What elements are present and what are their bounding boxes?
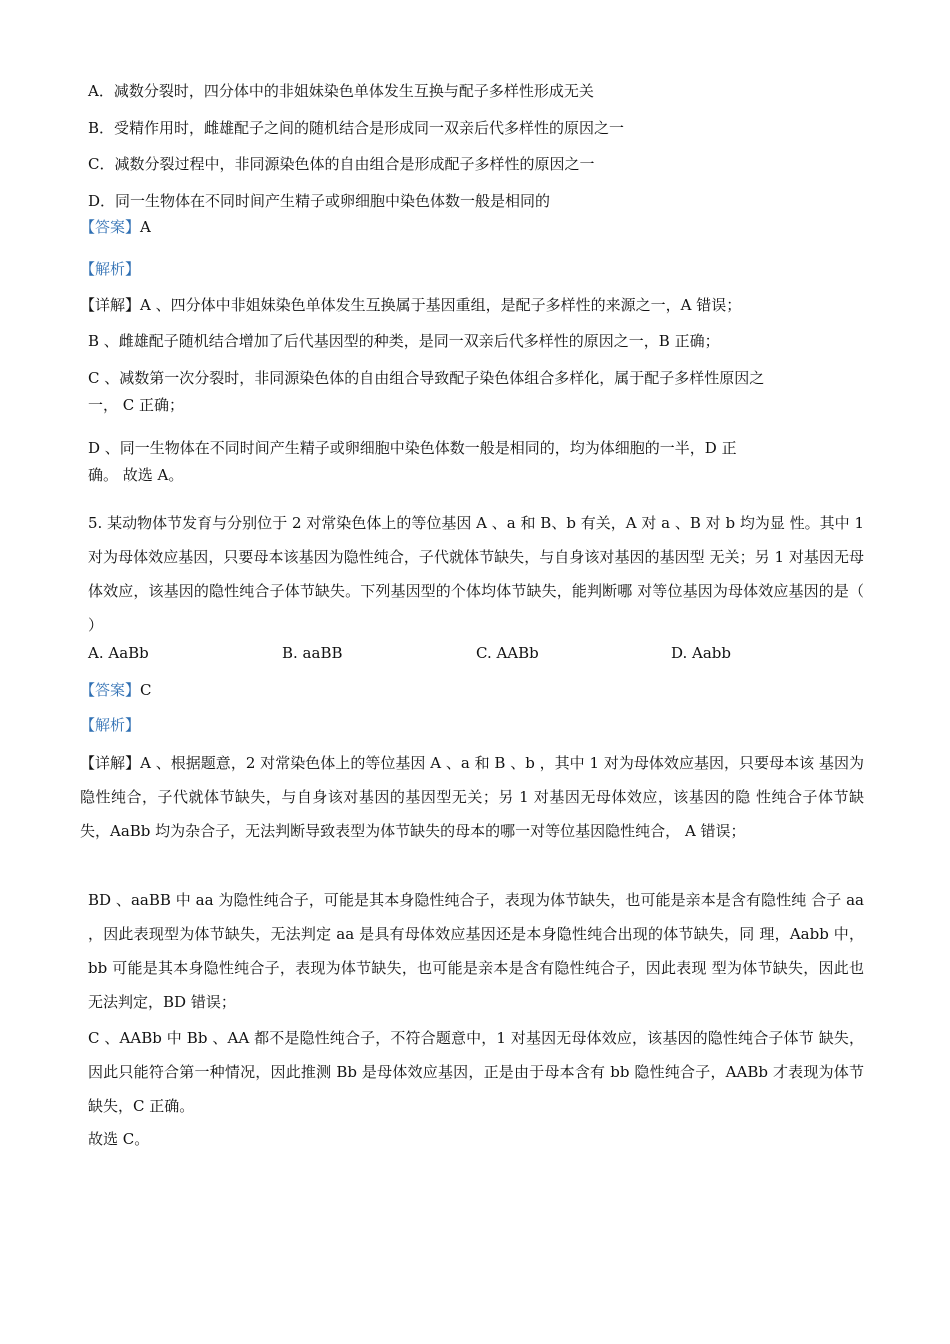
q5-answer	[80, 683, 152, 698]
q4-detail-c-2: 一， C 正确；	[88, 396, 185, 414]
q4-option-d: D．同一生物体在不同时间产生精子或卵细胞中染色体数一般是相同的	[88, 192, 551, 210]
detail-tag: 【详解】	[80, 296, 141, 314]
q4-answer	[80, 220, 151, 235]
answer-value: A	[140, 218, 151, 236]
q4-detail-b: B 、雌雄配子随机结合增加了后代基因型的种类，是同一双亲后代多样性的原因之一，B 正确；	[88, 332, 720, 350]
q4-detail-d-2: 确。 故选 A。	[88, 466, 184, 484]
q5-option-c: C. AABb	[476, 644, 539, 662]
answer-value: C	[140, 681, 152, 699]
q4-detail-c-1: C 、减数第一次分裂时，非同源染色体的自由组合导致配子染色体组合多样化，属于配子多样性原因之	[88, 369, 765, 387]
q5-option-a: A. AaBb	[88, 644, 149, 662]
q5-stem: 5. 某动物体节发育与分别位于 2 对常染色体上的等位基因 A 、a 和 B、b 有关，A 对 a 、B 对 b 均为显 性。其中 1 对为母体效应基因，只要母本该基因为隐性纯合，子代就体节缺失，与自身该对基因的基因型 无关；另 1 对基因无母体效应，该基因的隐性纯合子体节缺失。下列基因型的个体均体节缺失，能判断哪 对等位基因为母体效应基因的是（ ）	[88, 514, 864, 634]
answer-tag: 【答案】	[80, 681, 141, 699]
detail-text: A 、四分体中非姐妹染色单体发生互换属于基因重组，是配子多样性的来源之一，A 错误；	[140, 296, 742, 314]
q5-option-b: B. aaBB	[282, 644, 343, 662]
q4-option-b: B．受精作用时，雌雄配子之间的随机结合是形成同一双亲后代多样性的原因之一	[88, 119, 625, 137]
q5-option-d: D. Aabb	[671, 644, 732, 662]
q5-detail-bd: BD 、aaBB 中 aa 为隐性纯合子，可能是其本身隐性纯合子，表现为体节缺失，也可能是亲本是含有隐性纯 合子 aa ，因此表现型为体节缺失，无法判定 aa 是具有母体效应基因还是本身隐性纯合出现的体节缺失，同 理，Aabb 中，bb 可能是其本身隐性纯合子，表现为体节缺失，也可能是亲本是含有隐性纯合子，因此表现 型为体节缺失，因此也无法判定，BD 错误；	[88, 891, 864, 1011]
q5-detail-a	[80, 746, 864, 848]
answer-tag: 【答案】	[80, 218, 141, 236]
q4-analysis-tag: 【解析】	[80, 260, 141, 278]
detail-text: A 、根据题意，2 对常染色体上的等位基因 A 、a 和 B 、b ，其中 1 对为母体效应基因，只要母本该 基因为隐性纯合，子代就体节缺失，与自身该对基因的基因型无关；另 1 对基因无母体效应，该基因的隐 性纯合子体节缺失，AaBb 均为杂合子，无法判断导致表型为体节缺失的母本的哪一对等位基因隐性纯合， A 错误；	[80, 754, 864, 840]
q4-detail-d-1: D 、同一生物体在不同时间产生精子或卵细胞中染色体数一般是相同的，均为体细胞的一半，D 正	[88, 439, 737, 457]
q4-detail-a	[80, 298, 741, 313]
q4-option-a: A．减数分裂时，四分体中的非姐妹染色单体发生互换与配子多样性形成无关	[88, 82, 594, 100]
q4-option-c: C．减数分裂过程中，非同源染色体的自由组合是形成配子多样性的原因之一	[88, 155, 595, 173]
q5-detail-c: C 、AABb 中 Bb 、AA 都不是隐性纯合子，不符合题意中，1 对基因无母体效应，该基因的隐性纯合子体节 缺失，因此只能符合第一种情况，因此推测 Bb 是母体效应基因，正是由于母本含有 bb 隐性纯合子，AABb 才表现为体节缺失，C 正确。	[88, 1029, 864, 1115]
q5-analysis-tag: 【解析】	[80, 716, 141, 734]
detail-tag: 【详解】	[80, 754, 141, 772]
q5-conclusion: 故选 C。	[88, 1130, 150, 1148]
